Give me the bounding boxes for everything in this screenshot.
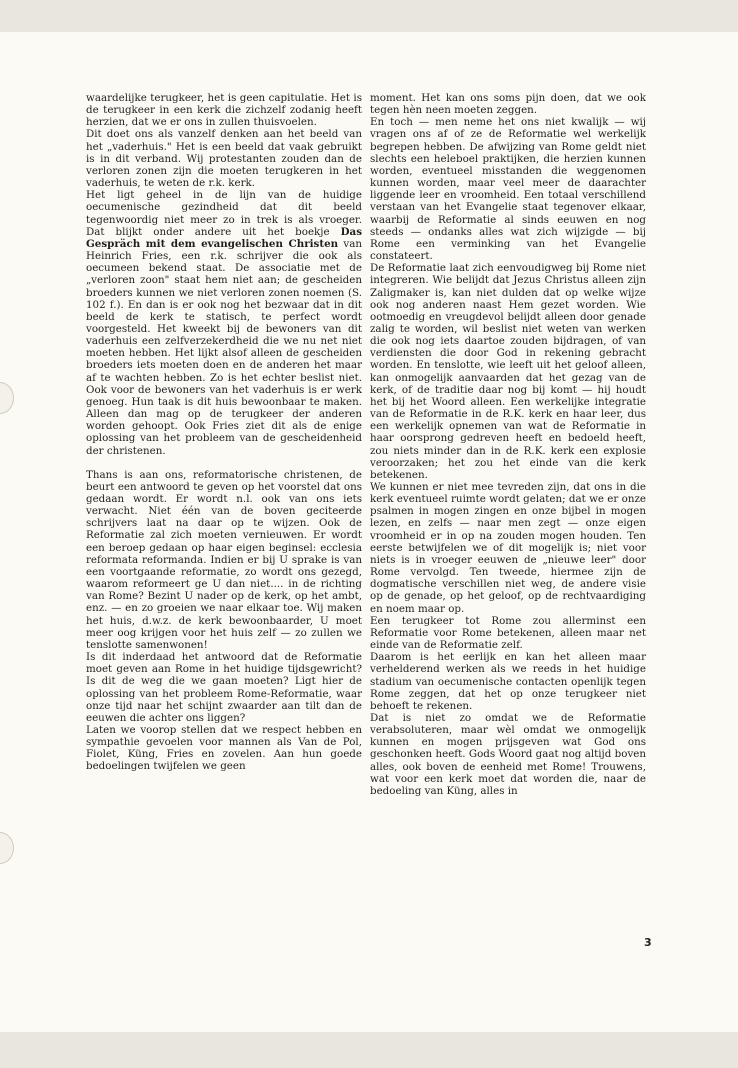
text-span: van Heinrich Fries, een r.k. schrijver die ook als oecumeen bekend staat. De associatie met de „verloren zoon" staat hem niet aan; de gescheiden broeders kunnen we niet verloren zonen noemen (S. 102 f.). En dan is er ook nog het bezwaar dat in dit beeld de kerk te statisch, te perfect wordt voorgesteld. Het kweekt bij de bewoners van dit vaderhuis een zelfverzekerdheid die we nu net niet moeten hebben. Het lijkt alsof alleen de gescheiden broeders iets moeten doen en de anderen het maar af te wachten hebben. Zo is het echter beslist niet. Ook voor de bewoners van het vaderhuis is er werk genoeg. Hun taak is dit huis bewoonbaar te maken. Alleen dan mag op de terugkeer der anderen worden gehoopt. Ook Fries ziet dit als de enige oplossing van het probleem van de gescheidenheid der christenen. [86, 237, 362, 457]
document-page [0, 32, 738, 1032]
right-column [370, 92, 646, 797]
paragraph [86, 189, 362, 456]
paragraph: Een terugkeer tot Rome zou allerminst een Reformatie voor Rome betekenen, alleen maar net einde van de Reformatie zelf. [370, 614, 646, 652]
text-span: Het ligt geheel in de lijn van de huidige oecumenische gezindheid dat dit beeld tegenwoordig niet meer zo in trek is als vroeger. Dat blijkt onder andere uit het boekje [86, 189, 362, 238]
paragraph: Dit doet ons als vanzelf denken aan het beeld van het „vaderhuis." Het is een beeld dat vaak gebruikt is in dit verband. Wij protestanten zouden dan de verloren zonen zijn die moeten terugkeren in het vaderhuis, te weten de r.k. kerk. [86, 128, 362, 190]
paragraph: Is dit inderdaad het antwoord dat de Reformatie moet geven aan Rome in het huidige tijdsgewricht? Is dit de weg die we gaan moeten? Ligt hier de oplossing van het probleem Rome-Reformatie, waar onze tijd naar het schijnt zwaarder aan tilt dan de eeuwen die achter ons liggen? [86, 651, 362, 724]
paragraph: De Reformatie laat zich eenvoudigweg bij Rome niet integreren. Wie belijdt dat Jezus Christus alleen zijn Zaligmaker is, kan niet dulden dat op welke wijze ook nog anderen naast Hem gezet worden. Wie ootmoedig en vreugdevol belijdt alleen door genade zalig te worden, wil beslist niet weten van werken die ook nog iets daartoe zouden bijdragen, of van verdiensten die door God in rekening gebracht worden. En tenslotte, wie leeft uit het geloof alleen, kan onmogelijk aanvaarden dat het gezag van de kerk, of de traditie daar nog bij komt — hij houdt het bij het Woord alleen. Een werkelijke integratie van de Reformatie in de R.K. kerk en haar leer, dus een werkelijk opnemen van wat de Reformatie in haar oorsprong gedreven heeft en bedoeld heeft, zou niets minder dan in de R.K. kerk een explosie veroorzaken; het zou het einde van die kerk betekenen. [370, 262, 646, 481]
left-column [86, 92, 362, 773]
punch-hole [0, 382, 14, 414]
paragraph: En toch — men neme het ons niet kwalijk — wij vragen ons af of ze de Reformatie wel werkelijk begrepen hebben. De afwijzing van Rome geldt niet slechts een heleboel praktijken, die herzien kunnen worden, eventueel misstanden die weggenomen kunnen worden, maar veel meer de daarachter liggende leer en vroomheid. Een totaal verschillend verstaan van het Evangelie staat tegenover elkaar, waarbij de Reformatie al sinds eeuwen en nog steeds — ondanks alles wat zich wijzigde — bij Rome een verminking van het Evangelie constateert. [370, 116, 646, 263]
page-number: 3 [644, 936, 652, 949]
paragraph: Daarom is het eerlijk en kan het alleen maar verhelderend werken als we reeds in het huidige stadium van oecumenische contacten openlijk tegen Rome zeggen, dat het op onze terugkeer niet behoeft te rekenen. [370, 651, 646, 712]
punch-hole [0, 832, 14, 864]
book-title: Das Gespräch mit dem evangelischen Christen [86, 225, 362, 250]
paragraph: Laten we voorop stellen dat we respect hebben en sympathie gevoelen voor mannen als Van de Pol, Fiolet, Küng, Fries en zovelen. Aan hun goede bedoelingen twijfelen we geen [86, 723, 362, 773]
paragraph: Thans is aan ons, reformatorische christenen, de beurt een antwoord te geven op het voorstel dat ons gedaan wordt. Er wordt n.l. ook van ons iets verwacht. Niet één van de boven geciteerde schrijvers laat na daar op te wijzen. Ook de Reformatie zal zich moeten vernieuwen. Er wordt een beroep gedaan op haar eigen beginsel: ecclesia reformata reformanda. Indien er bij U sprake is van een voortgaande reformatie, zo wordt ons gezegd, waarom reformeert ge U dan niet.... in de richting van Rome? Bezint U nader op de kerk, op het ambt, enz. — en zo groeien we naar elkaar toe. Wij maken het huis, d.w.z. de kerk bewoonbaarder, U moet meer oog krijgen voor het huis zelf — zo zullen we tenslotte samenwonen! [86, 468, 362, 651]
paragraph: moment. Het kan ons soms pijn doen, dat we ook tegen hèn neen moeten zeggen. [370, 92, 646, 117]
paragraph: We kunnen er niet mee tevreden zijn, dat ons in die kerk eventueel ruimte wordt gelaten; dat we er onze psalmen in mogen zingen en onze bijbel in mogen lezen, en zelfs — naar men zegt — onze eigen vroomheid er in op na zouden mogen houden. Ten eerste betwijfelen we of dit mogelijk is; niet voor niets is in vroeger eeuwen de „nieuwe leer" door Rome vervolgd. Ten tweede, hiermee zijn de dogmatische verschillen niet weg, de andere visie op de genade, op het geloof, op de rechtvaardiging en noem maar op. [370, 481, 646, 615]
paragraph: Dat is niet zo omdat we de Reformatie verabsoluteren, maar wèl omdat we onmogelijk kunnen en mogen prijsgeven wat God ons geschonken heeft. Gods Woord gaat nog altijd boven alles, ook boven de eenheid met Rome! Trouwens, wat voor een kerk moet dat worden die, naar de bedoeling van Küng, alles in [370, 711, 646, 797]
paragraph: waardelijke terugkeer, het is geen capitulatie. Het is de terugkeer in een kerk die zichzelf zodanig heeft herzien, dat we er ons in zullen thuisvoelen. [86, 92, 362, 129]
